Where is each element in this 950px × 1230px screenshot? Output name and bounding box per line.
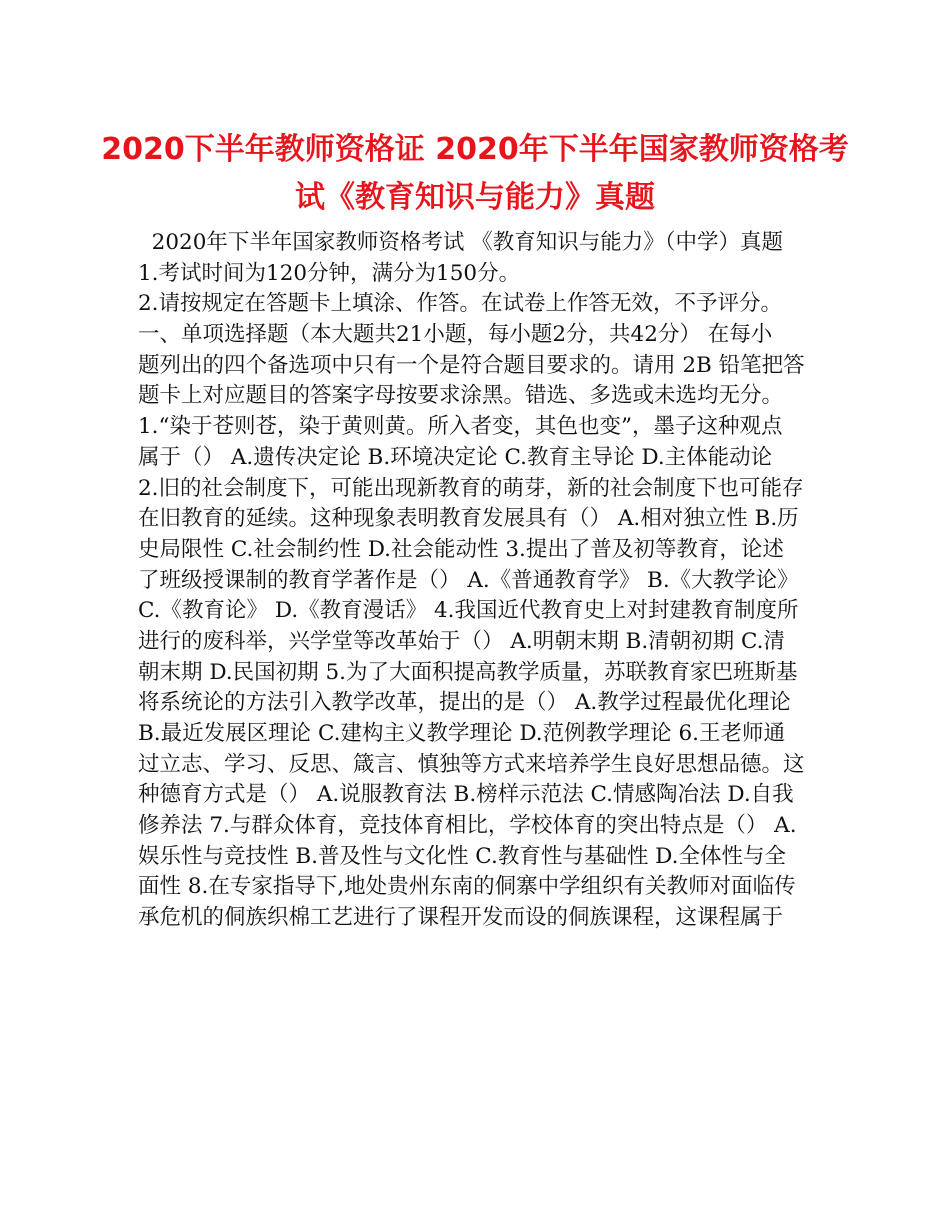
body-line: 2020年下半年国家教师资格考试 《教育知识与能力》（中学）真题 (138, 230, 783, 255)
body-line: 将系统论的方法引入教学改革，提出的是（） A.教学过程最优化理论 (138, 690, 791, 716)
body-line: 1.考试时间为120分钟，满分为150分。 (138, 260, 521, 286)
body-line: 承危机的侗族织棉工艺进行了课程开发而设的侗族课程，这课程属于 (138, 905, 784, 931)
document-body (138, 228, 818, 934)
body-line: 2.旧的社会制度下，可能出现新教育的萌芽，新的社会制度下也可能存 (138, 475, 804, 501)
body-line: 娱乐性与竞技性 B.普及性与文化性 C.教育性与基础性 D.全体性与全 (138, 843, 786, 869)
body-line: 属于（） A.遗传决定论 B.环境决定论 C.教育主导论 D.主体能动论 (138, 444, 773, 470)
body-line: 题卡上对应题目的答案字母按要求涂黑。错选、多选或未选均无分。 (138, 383, 784, 409)
body-line: 修养法 7.与群众体育，竞技体育相比，学校体育的突出特点是（） A. (138, 813, 797, 839)
body-line: B.最近发展区理论 C.建构主义教学理论 D.范例教学理论 6.王老师通 (138, 721, 785, 746)
body-line: 面性 8.在专家指导下,地处贵州东南的侗寨中学组织有关教师对面临传 (138, 874, 796, 900)
body-line: 一、单项选择题（本大题共21小题，每小题2分，共42分） 在每小 (138, 322, 773, 348)
title-line-2: 试《教育知识与能力》真题 (295, 180, 655, 215)
body-line: C.《教育论》 D.《教育漫话》 4.我国近代教育史上对封建教育制度所 (138, 598, 799, 624)
body-line: 进行的废科举，兴学堂等改革始于（） A.明朝末期 B.清朝初期 C.清 (138, 628, 786, 654)
body-line: 题列出的四个备选项中只有一个是符合题目要求的。请用 2B 铅笔把答 (138, 352, 805, 378)
body-line: 1.“染于苍则苍，染于黄则黄。所入者变，其色也变”，墨子这种观点 (138, 414, 783, 440)
title-line-1: 2020下半年教师资格证 2020年下半年国家教师资格考 (101, 132, 849, 167)
body-line: 2.请按规定在答题卡上填涂、作答。在试卷上作答无效，不予评分。 (138, 291, 783, 317)
body-line: 了班级授课制的教育学著作是（） A.《普通教育学》 B.《大教学论》 (138, 567, 799, 593)
document-title (100, 126, 850, 222)
body-line: 史局限性 C.社会制约性 D.社会能动性 3.提出了普及初等教育，论述 (138, 536, 784, 562)
body-line: 过立志、学习、反思、箴言、慎独等方式来培养学生良好思想品德。这 (138, 751, 805, 777)
body-line: 种德育方式是（） A.说服教育法 B.榜样示范法 C.情感陶冶法 D.自我 (138, 782, 794, 808)
body-line: 在旧教育的延续。这种现象表明教育发展具有（） A.相对独立性 B.历 (138, 506, 799, 532)
body-line: 朝末期 D.民国初期 5.为了大面积提高教学质量，苏联教育家巴班斯基 (138, 659, 798, 685)
